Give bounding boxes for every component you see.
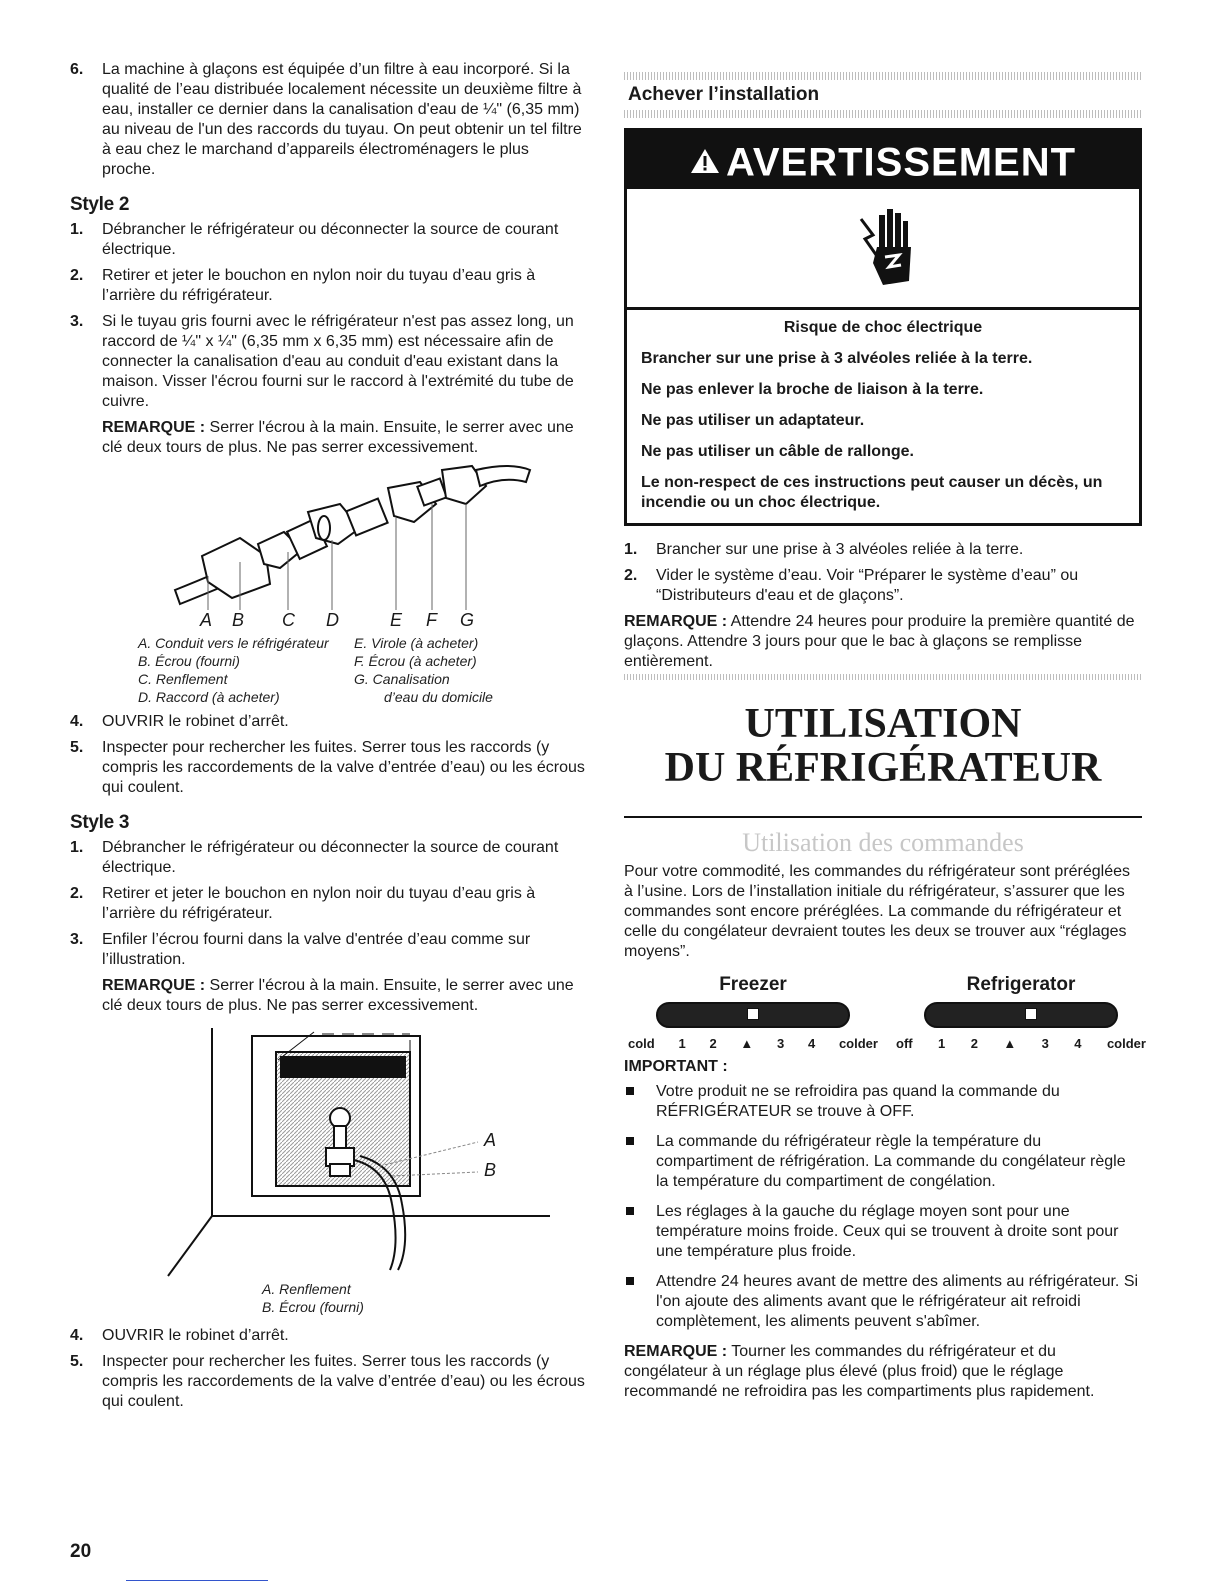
figure-letter: B bbox=[232, 610, 245, 630]
refrigerator-knob bbox=[1025, 1008, 1037, 1020]
section-subtitle: Utilisation des commandes bbox=[742, 828, 1024, 857]
valve-captions: A. Renflement B. Écrou (fourni) bbox=[262, 1281, 364, 1315]
figure-letter: C bbox=[282, 610, 295, 630]
list-item: 4. OUVRIR le robinet d’arrêt. bbox=[70, 1327, 289, 1344]
bullet-icon bbox=[626, 1087, 634, 1095]
style3-note: REMARQUE : Serrer l'écrou à la main. Ensuite, le serrer avec une clé deux tours de plus. Ne pas serrer excessivement. bbox=[102, 977, 574, 1014]
right-column bbox=[624, 72, 1146, 1402]
list-item: 4. OUVRIR le robinet d’arrêt. bbox=[70, 713, 289, 730]
controls-intro: Pour votre commodité, les commandes du réfrigérateur sont préréglées à l’usine. Lors de l’installation initiale du réfrigérateur, s’assurer que les commandes sont encore préréglées. La commande du réfrigérateur et celle du congélateur devraient toutes les deux se trouver aux “réglages moyens”. bbox=[624, 863, 1131, 960]
chapter-rule bbox=[624, 816, 1142, 818]
figure-letter: G bbox=[460, 610, 475, 630]
finish-steps bbox=[624, 540, 1142, 606]
list-item: 2. Retirer et jeter le bouchon en nylon noir du tuyau d’eau gris à l’arrière du réfrigérateur. bbox=[70, 885, 536, 922]
warning-line: Ne pas utiliser un câble de rallonge. bbox=[641, 443, 914, 460]
warning-box bbox=[624, 128, 1142, 526]
figure-letter: A bbox=[200, 610, 213, 630]
freezer-knob bbox=[747, 1008, 759, 1020]
important-list bbox=[624, 1082, 1142, 1332]
warning-line: Le non-respect de ces instructions peut causer un décès, un incendie ou un choc électrique. bbox=[641, 474, 1103, 511]
warning-line: Ne pas utiliser un adaptateur. bbox=[641, 412, 865, 429]
style3-heading: Style 3 bbox=[70, 812, 130, 833]
bottom-hatch-divider bbox=[624, 674, 1142, 680]
list-item: 1. Débrancher le réfrigérateur ou déconnecter la source de courant électrique. bbox=[70, 839, 559, 876]
fittings-captions-right: E. Virole (à acheter) F. Écrou (à acheter) G. Canalisation d’eau du domicile bbox=[354, 635, 493, 705]
top-hatch-divider bbox=[624, 72, 1142, 80]
controls-diagram bbox=[624, 974, 1146, 1054]
style2-steps-after bbox=[70, 712, 586, 798]
warning-line: Ne pas enlever la broche de liaison à la terre. bbox=[641, 381, 984, 398]
list-item: 3. Enfiler l’écrou fourni dans la valve d'entrée d’eau comme sur l’illustration. bbox=[70, 931, 531, 968]
style2-steps bbox=[70, 220, 586, 412]
figure-letter: D bbox=[326, 610, 339, 630]
freezer-control: Freezer cold 1 2 ▲ 3 4 colder bbox=[628, 974, 878, 1051]
final-note: REMARQUE : Tourner les commandes du réfrigérateur et du congélateur à un réglage plus élevé (plus froid) que le réglage recommandé ne refroidira pas les compartiments plus rapidement. bbox=[624, 1343, 1095, 1400]
list-item: 1. Débrancher le réfrigérateur ou déconnecter la source de courant électrique. bbox=[70, 221, 559, 258]
bullet-icon bbox=[626, 1207, 634, 1215]
freezer-slider bbox=[656, 1002, 850, 1028]
warning-text bbox=[627, 310, 1139, 523]
list-item: 5. Inspecter pour rechercher les fuites. Serrer tous les raccords (y compris les raccordements de la valve d’entrée d’eau) ou les écrous qui coulent. bbox=[70, 1353, 585, 1410]
fittings-illustration bbox=[70, 464, 586, 614]
style3-steps bbox=[70, 838, 586, 970]
list-item: Les réglages à la gauche du réglage moyen sont pour une température moins froide. Ceux qui se trouvent à droite sont pour une température plus froide. bbox=[624, 1202, 1142, 1262]
finish-note: REMARQUE : Attendre 24 heures pour produire la première quantité de glaçons. Attendre 3 jours pour que le bac à glaçons se remplisse entièrement. bbox=[624, 613, 1135, 670]
list-item: 2. Vider le système d’eau. Voir “Préparer le système d’eau” ou “Distributeurs d'eau et de glaçons”. bbox=[624, 567, 1079, 604]
style2-note: REMARQUE : Serrer l'écrou à la main. Ensuite, le serrer avec une clé deux tours de plus. Ne pas serrer excessivement. bbox=[102, 419, 574, 456]
bullet-icon bbox=[626, 1137, 634, 1145]
warning-line: Risque de choc électrique bbox=[783, 319, 983, 336]
fittings-letters bbox=[70, 610, 586, 632]
list-item: Attendre 24 heures avant de mettre des aliments au réfrigérateur. Si l'on ajoute des aliments avant que le réfrigérateur ait refroidi complètement, les aliments peuvent s'abîmer. bbox=[624, 1272, 1142, 1332]
refrigerator-slider bbox=[924, 1002, 1118, 1028]
electric-shock-icon bbox=[627, 189, 1139, 310]
refrigerator-scale: off 1 2 ▲ 3 4 colder bbox=[896, 1036, 1146, 1051]
list-item: La commande du réfrigérateur règle la température du compartiment de réfrigération. La commande du congélateur règle la température du compartiment de congélation. bbox=[624, 1132, 1142, 1192]
chapter-title: UTILISATION DU RÉFRIGÉRATEUR bbox=[664, 701, 1102, 791]
important-label: IMPORTANT : bbox=[624, 1058, 728, 1075]
section-title: Achever l’installation bbox=[628, 84, 820, 105]
list-item: 5. Inspecter pour rechercher les fuites. Serrer tous les raccords (y compris les raccordements de la valve d’entrée d’eau) ou les écrous qui coulent. bbox=[70, 739, 585, 796]
warning-header: AVERTISSEMENT bbox=[627, 131, 1139, 189]
refrigerator-control: Refrigerator off 1 2 ▲ 3 4 colder bbox=[896, 974, 1146, 1051]
bullet-icon bbox=[626, 1277, 634, 1285]
page-number: 20 bbox=[70, 1541, 92, 1562]
fittings-figure bbox=[70, 464, 586, 712]
fittings-captions-left: A. Conduit vers le réfrigérateur B. Écrou (fourni) C. Renflement D. Raccord (à acheter) bbox=[138, 635, 329, 705]
figure-letter: E bbox=[390, 610, 403, 630]
figure-letter: F bbox=[426, 610, 437, 630]
style2-heading: Style 2 bbox=[70, 194, 130, 215]
figure-letter: A bbox=[484, 1130, 497, 1150]
style3-steps-after bbox=[70, 1326, 586, 1412]
section-hatch-divider bbox=[624, 110, 1142, 118]
list-item: 1. Brancher sur une prise à 3 alvéoles reliée à la terre. bbox=[624, 541, 1024, 558]
step-list-intro bbox=[70, 60, 586, 180]
list-item: 2. Retirer et jeter le bouchon en nylon noir du tuyau d’eau gris à l’arrière du réfrigérateur. bbox=[70, 267, 536, 304]
left-column bbox=[70, 60, 586, 1418]
warning-line: Brancher sur une prise à 3 alvéoles reliée à la terre. bbox=[641, 350, 1033, 367]
figure-letter: B bbox=[484, 1160, 497, 1180]
list-item: 6. La machine à glaçons est équipée d’un filtre à eau incorporé. Si la qualité de l’eau distribuée localement nécessite un deuxième filtre à eau, installer ce dernier dans la canalisation d'eau de ¼" (6,35 mm) au niveau de l'un des raccords du tuyau. On peut obtenir un tel filtre à eau chez le marchand d’appareils électroménagers le plus proche. bbox=[70, 61, 582, 178]
bottom-rule bbox=[126, 1580, 268, 1581]
freezer-scale: cold 1 2 ▲ 3 4 colder bbox=[628, 1036, 878, 1051]
list-item: 3. Si le tuyau gris fourni avec le réfrigérateur n'est pas assez long, un raccord de ¼" x ¼" (6,35 mm x 6,35 mm) est nécessaire afin de connecter la canalisation d'eau au conduit d'eau existant dans la maison. Visser l'écrou fourni sur le raccord à l'extrémité du tube de cuivre. bbox=[70, 313, 574, 410]
valve-figure bbox=[70, 1026, 586, 1326]
valve-illustration bbox=[70, 1026, 586, 1288]
warning-triangle-icon bbox=[690, 133, 720, 191]
list-item: Votre produit ne se refroidira pas quand la commande du RÉFRIGÉRATEUR se trouve à OFF. bbox=[624, 1082, 1142, 1122]
